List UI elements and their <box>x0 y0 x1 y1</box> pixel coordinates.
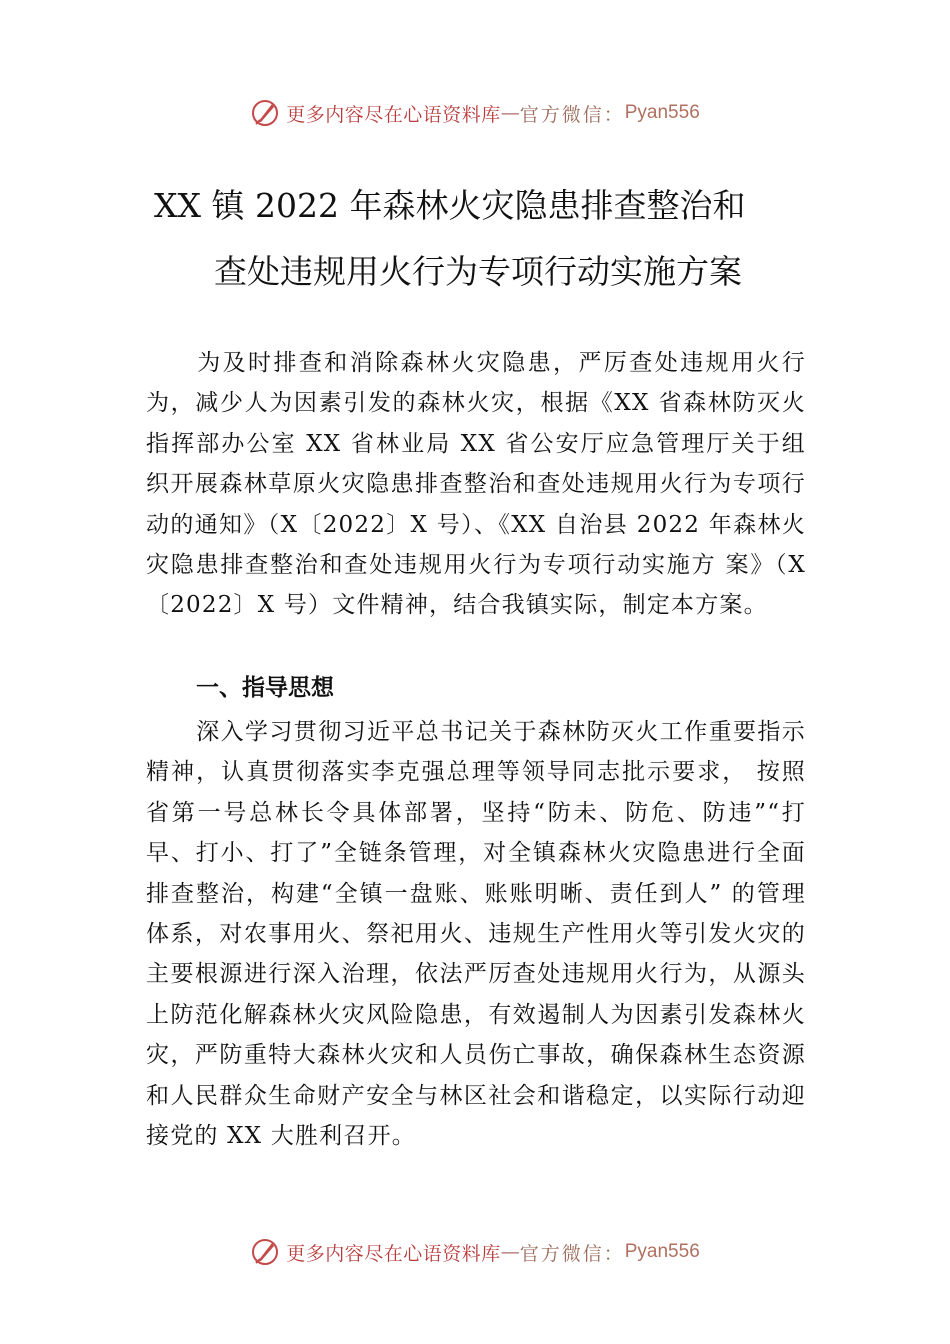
footer-wechat-label: 官方微信： <box>519 1242 625 1265</box>
footer-wechat-id: Pyan556 <box>624 1241 700 1262</box>
footer-separator: — <box>500 1241 520 1263</box>
header-separator: — <box>500 102 520 124</box>
intro-paragraph <box>146 343 806 626</box>
section-1-paragraph <box>146 712 806 1156</box>
quill-pen-logo-icon <box>250 98 280 128</box>
document-title-line-1: XX 镇 2022 年森林火灾隐患排查整治和 <box>154 186 746 225</box>
header-brand-text: 更多内容尽在心语资料库 <box>286 103 501 126</box>
header-wechat-id: Pyan556 <box>624 102 700 123</box>
header-banner <box>0 93 950 133</box>
intro-paragraph-text: 为及时排查和消除森林火灾隐患，严厉查处违规用火行为，减少人为因素引发的森林火灾，根据《XX 省森林防灭火指挥部办公室 XX 省林业局 XX 省公安厅应急管理厅关于组织开展森林草原火灾隐患排查整治和查处违规用火行为专项行动的通知》（X〔2022〕X 号）、《XX 自治县 2022 年森林火灾隐患排查整治和查处违规用火行为专项行动实施方 案》（X〔2022〕X 号）文件精神，结合我镇实际，制定本方案。 <box>146 350 806 619</box>
document-title-line-2: 查处违规用火行为专项行动实施方案 <box>214 252 742 291</box>
section-1-heading: 一、指导思想 <box>196 675 334 701</box>
section-1-paragraph-text: 深入学习贯彻习近平总书记关于森林防灭火工作重要指示精神，认真贯彻落实李克强总理等领导同志批示要求， 按照省第一号总林长令具体部署，坚持“防未、防危、防违”“打早、打小、打了”全链条管理，对全镇森林火灾隐患进行全面排查整治，构建“全镇一盘账、账账明晰、责任到人” 的管理体系，对农事用火、祭祀用火、违规生产性用火等引发火灾的主要根源进行深入治理，依法严厉查处违规用火行为，从源头上防范化解森林火灾风险隐患，有效遏制人为因素引发森林火灾，严防重特大森林火灾和人员伤亡事故，确保森林生态资源和人民群众生命财产安全与林区社会和谐稳定，以实际行动迎接党的 XX 大胜利召开。 <box>146 719 806 1150</box>
footer-banner <box>0 1232 950 1272</box>
footer-brand-text: 更多内容尽在心语资料库 <box>286 1242 501 1265</box>
header-wechat-label: 官方微信： <box>519 103 625 126</box>
quill-pen-logo-icon <box>250 1237 280 1267</box>
